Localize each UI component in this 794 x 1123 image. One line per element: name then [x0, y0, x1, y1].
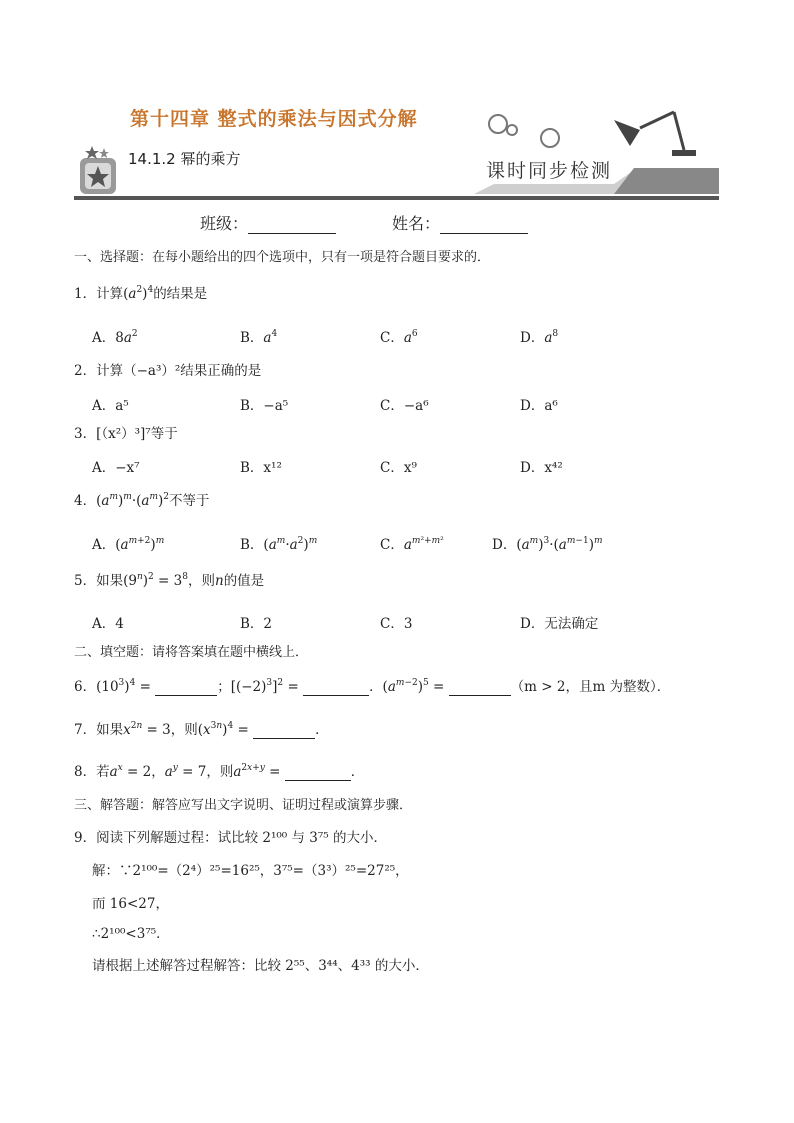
option-4d[interactable]: D．$(a^m)^3\cdot(a^{m-1})^m$	[492, 536, 603, 553]
answer-blank[interactable]	[155, 695, 217, 696]
option-3b[interactable]: B．x¹²	[240, 460, 282, 476]
option-4b[interactable]: B．$(a^m\cdot a^2)^m$	[240, 536, 318, 553]
option-4c[interactable]: C．$a^{m^2+m^2}$	[380, 536, 444, 553]
option-1d[interactable]: D．$a^8$	[520, 329, 559, 346]
option-3c[interactable]: C．x⁹	[380, 460, 417, 476]
answer-blank[interactable]	[285, 780, 351, 781]
section-title: 14.1.2 幂的乘方	[128, 150, 241, 168]
question-6: 6．$(10^3)^4$ = ；$[(-2)^3]^2$ = ．$(a^{m-2})^5 = (m > 2$，且m 为整数）．	[74, 678, 671, 695]
solution-line: 解：∵2¹⁰⁰=（2⁴）²⁵=16²⁵，3⁷⁵=（3³）²⁵=27²⁵，	[92, 863, 409, 879]
question-9: 9．阅读下列解题过程：试比较 2¹⁰⁰ 与 3⁷⁵ 的大小．	[74, 830, 387, 846]
question-7: 7．如果$x^{2n} = 3$，则$(x^{3n})^4$ = ．	[74, 721, 329, 738]
question-5: 5．如果$(9^n)^2 = 3^8$，则n的值是	[74, 572, 265, 589]
option-5b[interactable]: B．2	[240, 616, 273, 632]
answer-blank[interactable]	[253, 738, 315, 739]
option-1b[interactable]: B．$a^4$	[240, 329, 278, 346]
option-3d[interactable]: D．x⁴²	[520, 460, 563, 476]
question-1: 1．计算$(a^2)^4$的结果是	[74, 285, 208, 302]
chapter-title: 第十四章 整式的乘法与因式分解	[130, 108, 418, 130]
option-5a[interactable]: A．4	[92, 616, 124, 632]
solution-line: ∴2¹⁰⁰<3⁷⁵．	[92, 926, 170, 942]
option-2b[interactable]: B．−a⁵	[240, 398, 289, 414]
option-5d[interactable]: D．无法确定	[520, 616, 599, 632]
section-heading: 一、选择题：在每小题给出的四个选项中，只有一项是符合题目要求的．	[74, 250, 491, 265]
bubble-icon	[507, 125, 517, 135]
star-badge-icon	[80, 158, 116, 194]
answer-blank[interactable]	[449, 695, 511, 696]
option-1c[interactable]: C．$a^6$	[380, 329, 418, 346]
question-8: 8．若$a^x = 2$，$a^y = 7$，则$a^{2x+y}$ = ．	[74, 763, 365, 780]
option-2c[interactable]: C．−a⁶	[380, 398, 429, 414]
question-2: 2．计算（−a³）²结果正确的是	[74, 363, 262, 379]
name-blank[interactable]	[440, 233, 528, 234]
question-3: 3．[（x²）³]⁷等于	[74, 426, 178, 442]
small-star-icon	[85, 146, 99, 159]
option-3a[interactable]: A．−x⁷	[92, 460, 140, 476]
question-4: 4．$(a^m)^m\cdot(a^m)^2$不等于	[74, 492, 210, 509]
option-4a[interactable]: A．$(a^{m+2})^m$	[92, 536, 165, 553]
option-5c[interactable]: C．3	[380, 616, 413, 632]
class-blank[interactable]	[248, 233, 336, 234]
option-1a[interactable]: A．$8a^2$	[92, 329, 138, 346]
bubble-icon	[541, 129, 559, 147]
desk-lamp-icon	[614, 112, 696, 156]
small-star-icon	[99, 148, 109, 158]
name-field	[392, 211, 528, 234]
class-label: 班级：	[200, 214, 249, 233]
option-2d[interactable]: D．a⁶	[520, 398, 558, 414]
bubble-icon	[489, 115, 507, 133]
name-label: 姓名：	[392, 214, 441, 233]
header-tag: 课时同步检测	[486, 160, 613, 182]
solution-line: 而 16<27，	[92, 896, 169, 912]
option-2a[interactable]: A．a⁵	[92, 398, 129, 414]
class-field	[200, 211, 336, 234]
answer-blank[interactable]	[303, 695, 369, 696]
section-heading: 二、填空题：请将答案填在题中横线上．	[74, 645, 309, 660]
solution-line: 请根据上述解答过程解答：比较 2⁵⁵、3⁴⁴、4³³ 的大小．	[92, 958, 429, 974]
section-heading: 三、解答题：解答应写出文字说明、证明过程或演算步骤．	[74, 798, 413, 813]
